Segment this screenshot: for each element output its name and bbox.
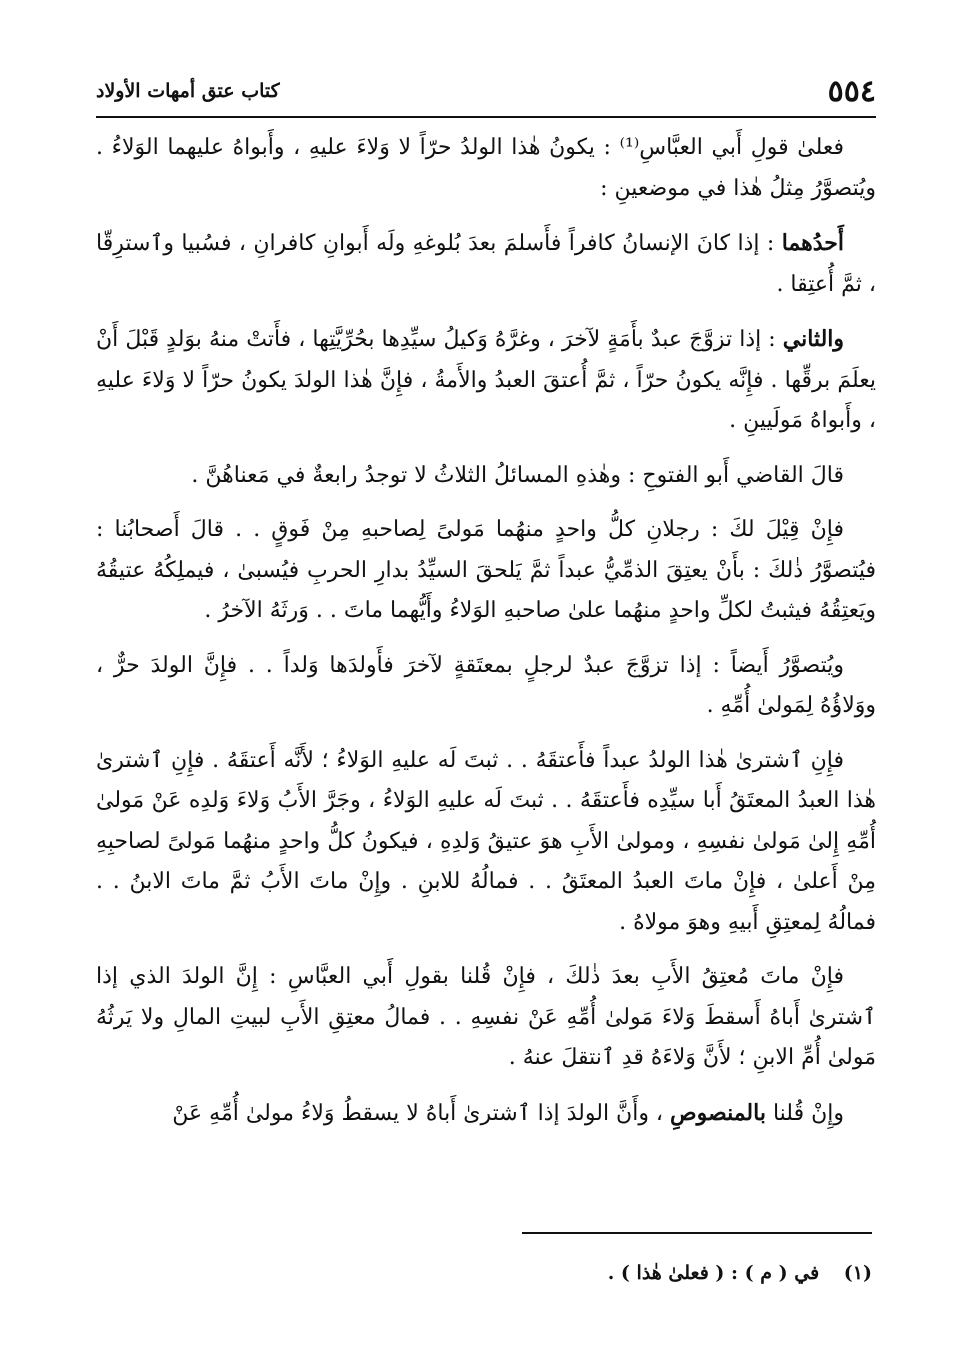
paragraph-6 xyxy=(96,646,876,727)
paragraph-text: قالَ القاضي أَبو الفتوحِ : وهٰذهِ المسائلُ الثلاثُ لا توجدُ رابعةٌ في مَعناهُنَّ . xyxy=(191,462,844,488)
header-divider xyxy=(96,116,876,118)
page-header xyxy=(96,66,876,116)
page-number: ٥٥٤ xyxy=(827,74,876,109)
paragraph-bold-term: بالمنصوصِ xyxy=(670,1099,766,1126)
paragraph-5 xyxy=(96,510,876,632)
footnote-mark: (١) xyxy=(843,1262,872,1284)
paragraph-8 xyxy=(96,957,876,1079)
paragraph-text: فإِنْ ماتَ مُعتِقُ الأَبِ بعدَ ذٰلكَ ، فإِنْ قُلنا بقولِ أَبي العبَّاسِ : إِنَّ الولدَ الذي إذا ٱشترىٰ أَباهُ أَسقطَ وَلاءَ مَولىٰ أُمِّهِ عَنْ نفسِهِ . . فمالُ معتِقِ الأَبِ لبيتِ المالِ ولا يَرثُهُ مَولىٰ أُمِّ الابنِ ؛ لأَنَّ وَلاءَهُ قدِ ٱنتقلَ عنهُ . xyxy=(96,964,876,1070)
paragraph-lead: أَحدُهما xyxy=(781,230,844,256)
paragraph-text: فعلىٰ قولِ أَبي العبَّاسِ⁽¹⁾ : يكونُ هٰذا الولدُ حرّاً لا وَلاءَ عليهِ ، وأَبواهُ عليهما الوَلاءُ . ويُتصوَّرُ مِثلُ هٰذا في موضعينِ : xyxy=(96,135,876,201)
running-title: كتاب عتق أمهات الأولاد xyxy=(96,80,280,102)
paragraph-lead: والثاني xyxy=(782,326,845,352)
footnote xyxy=(92,1262,872,1284)
page-body xyxy=(96,128,876,1148)
paragraph-text: : إذا كانَ الإنسانُ كافراً فأَسلمَ بعدَ بُلوغهِ ولَه أَبوانِ كافرانِ ، فسُبيا وٱسترِقّا ، ثمَّ أُعتِقا . xyxy=(96,231,876,297)
paragraph-4 xyxy=(96,456,876,497)
paragraph-7 xyxy=(96,741,876,944)
paragraph-text: وإِنْ قُلنا xyxy=(765,1100,844,1126)
footnote-text: في ( م ) : ( فعلىٰ هٰذا ) . xyxy=(607,1262,820,1284)
paragraph-text: فإِنِ ٱشترىٰ هٰذا الولدُ عبداً فأَعتقَهُ . . ثبتَ لَه عليهِ الوَلاءُ ؛ لأَنَّه أَعتقَهُ . فإِنِ ٱشترىٰ هٰذا العبدُ المعتَقُ أَبا سيِّدِه فأَعتقَهُ . . ثبتَ لَه عليهِ الوَلاءُ ، وجَرَّ الأَبُ وَلاءَ وَلدِه عَنْ مَولىٰ أُمِّهِ إِلىٰ مَولىٰ نفسِهِ ، ومولىٰ الأَبِ هوَ عتيقُ وَلدِهِ ، فيكونُ كلُّ واحدٍ منهُما مَولىً لصاحبِهِ مِنْ أَعلىٰ ، فإِنْ ماتَ العبدُ المعتَقُ . . فمالُهُ للابنِ . وإِنْ ماتَ الأَبُ ثمَّ ماتَ الابنُ . . فمالُهُ لِمعتِقِ أَبيهِ وهوَ مولاهُ . xyxy=(96,747,876,935)
paragraph-text: ويُتصوَّرُ أَيضاً : إذا تزوَّجَ عبدٌ لرجلٍ بمعتَقةٍ لآخرَ فأَولدَها وَلداً . . فإِنَّ الولدَ حرٌّ ، ووَلاؤُهُ لِمَولىٰ أُمِّهِ . xyxy=(96,652,876,718)
paragraph-text-continued: ، وأَنَّ الولدَ إذا ٱشترىٰ أَباهُ لا يسقطُ وَلاءُ مولىٰ أُمِّهِ عَنْ xyxy=(172,1100,671,1126)
paragraph-2 xyxy=(96,223,876,305)
paragraph-3 xyxy=(96,319,876,442)
footnote-divider xyxy=(522,1232,872,1234)
paragraph-1 xyxy=(96,128,876,209)
paragraph-9 xyxy=(96,1093,876,1135)
paragraph-text: فإِنْ قِيْلَ لكَ : رجلانِ كلُّ واحدٍ منهُما مَولىً لِصاحبهِ مِنْ فَوقٍ . . قالَ أَصحابُنا : فيُتصوَّرُ ذٰلكَ : بأَنْ يعتِقَ الذمِّيُّ عبداً ثمَّ يَلحقَ السيِّدُ بدارِ الحربِ فيُسبىٰ ، فيملِكُهُ عتيقُهُ ويَعتِقُهُ فيثبتُ لكلِّ واحدٍ منهُما علىٰ صاحبهِ الوَلاءُ وأَيُّهما ماتَ . . وَرثَهُ الآخرُ . xyxy=(96,517,876,623)
paragraph-text: : إذا تزوَّجَ عبدٌ بأَمَةٍ لآخرَ ، وغرَّهُ وَكيلُ سيِّدِها بحُرِّيَّتِها ، فأَتتْ منهُ بوَلدٍ قَبْلَ أَنْ يعلَمَ برقِّها . فإِنَّه يكونُ حرّاً ، ثمَّ أُعتقَ العبدُ والأَمةُ ، فإِنَّ هٰذا الولدَ يكونُ حرّاً لا وَلاءَ عليهِ ، وأَبواهُ مَولَيينِ . xyxy=(96,327,876,433)
